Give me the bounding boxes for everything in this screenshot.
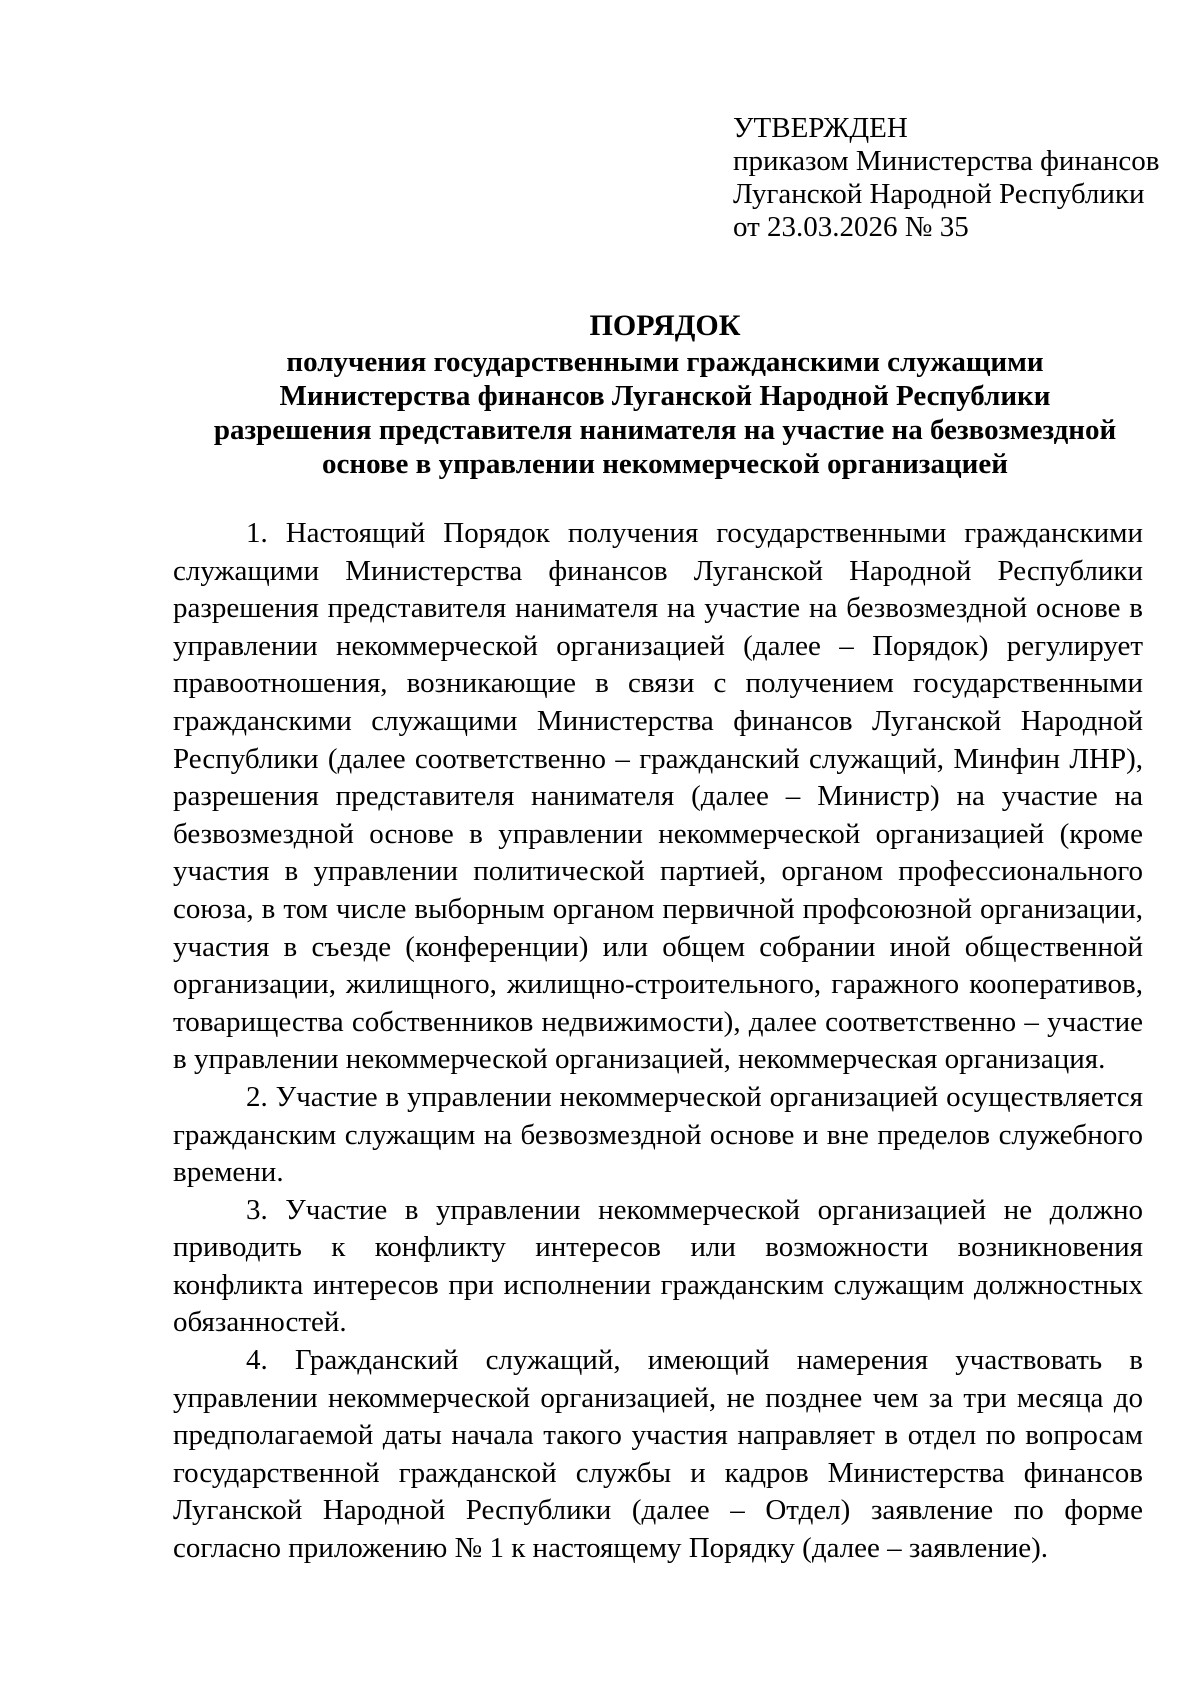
paragraph-4: 4. Гражданский служащий, имеющий намерения участвовать в управлении некоммерческой организацией, не позднее чем за три месяца до предполагаемой даты начала такого участия направляет в отдел по вопросам государственной гражданской службы и кадров Министерства финансов Луганской Народной Республики (далее – Отдел) заявление по форме согласно приложению № 1 к настоящему Порядку (далее – заявление). — [173, 1344, 1143, 1565]
title-line-3: разрешения представителя нанимателя на участие на безвозмездной — [213, 414, 1117, 446]
document-body — [173, 515, 1143, 1568]
approval-republic-line: Луганской Народной Республики — [733, 178, 1145, 210]
paragraph-3: 3. Участие в управлении некоммерческой организацией не должно приводить к конфликту интересов или возможности возникновения конфликта интересов при исполнении гражданским служащим должностных обязанностей. — [173, 1193, 1143, 1339]
title-main: ПОРЯДОК — [589, 309, 741, 342]
paragraph-1: 1. Настоящий Порядок получения государственными гражданскими служащими Министерства финансов Луганской Народной Республики разрешения представителя нанимателя на участие на безвозмездной основе в управлении некоммерческой организацией (далее – Порядок) регулирует правоотношения, возникающие в связи с получением государственными гражданскими служащими Министерства финансов Луганской Народной Республики (далее соответственно – гражданский служащий, Минфин ЛНР), разрешения представителя нанимателя (далее – Министр) на участие на безвозмездной основе в управлении некоммерческой организацией (кроме участия в управлении политической партией, органом профессионального союза, в том числе выборным органом первичной профсоюзной организации, участия в съезде (конференции) или общем собрании иной общественной организации, жилищного, жилищно-строительного, гаражного кооперативов, товарищества собственников недвижимости), далее соответственно – участие в управлении некоммерческой организацией, некоммерческая организация. — [173, 517, 1143, 1076]
title-line-1: получения государственными гражданскими служащими — [286, 346, 1044, 378]
title-line-4: основе в управлении некоммерческой организацией — [322, 448, 1008, 480]
paragraph-2: 2. Участие в управлении некоммерческой организацией осуществляется гражданским служащим на безвозмездной основе и вне пределов служебного времени. — [173, 1080, 1143, 1189]
approval-stamp-block — [733, 112, 1159, 244]
document-title — [120, 309, 1200, 481]
title-line-2: Министерства финансов Луганской Народной Республики — [279, 380, 1051, 412]
approval-heading: УТВЕРЖДЕН — [733, 112, 908, 144]
approval-date-number: от 23.03.2026 № 35 — [733, 211, 969, 243]
approval-order-line: приказом Министерства финансов — [733, 145, 1160, 177]
